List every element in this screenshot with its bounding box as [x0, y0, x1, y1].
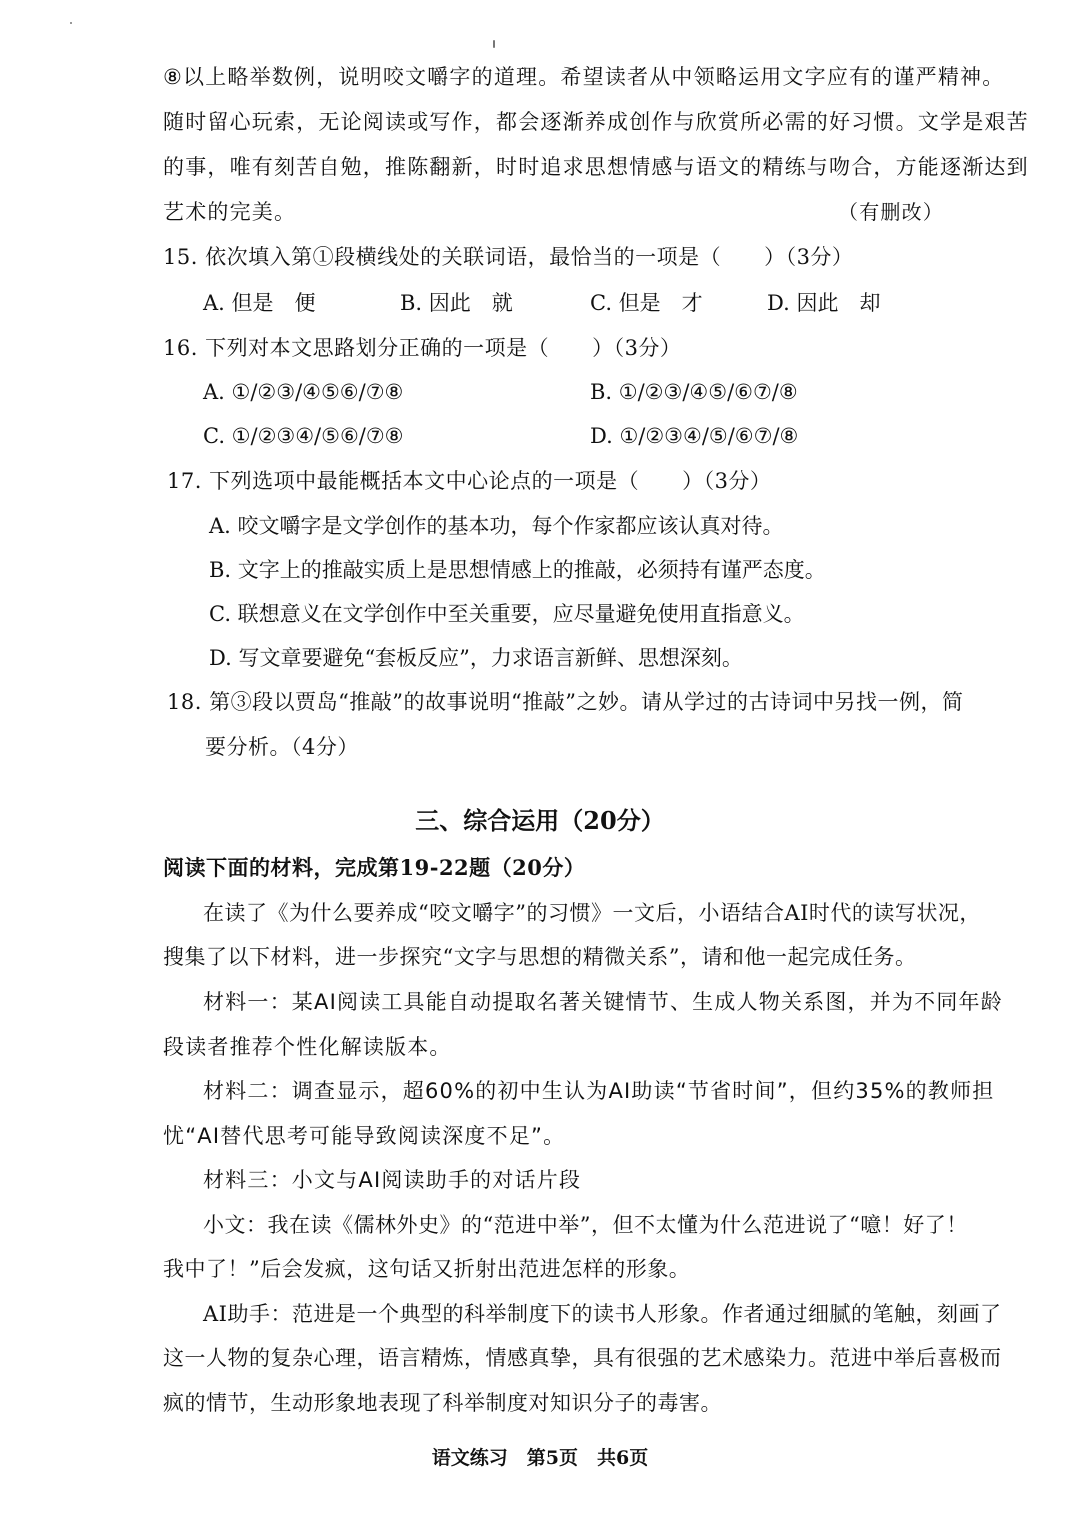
dialogue-ai-line-2: 这一人物的复杂心理，语言精炼，情感真挚，具有很强的艺术感染力。范进中举后喜极而 — [163, 1346, 1002, 1370]
q15-option-c: C. 但是 才 — [590, 291, 703, 315]
q16-option-b: B. ①/②③/④⑤/⑥⑦/⑧ — [590, 380, 798, 404]
question-17-stem: 17. 下列选项中最能概括本文中心论点的一项是（ ）（3分） — [167, 469, 772, 493]
question-18-line-2: 要分析。（4分） — [205, 735, 359, 759]
material-3-title: 材料三：小文与AI阅读助手的对话片段 — [203, 1168, 582, 1192]
section-3-title: 三、综合运用（20分） — [415, 806, 665, 835]
material-1-line-1: 材料一：某AI阅读工具能自动提取名著关键情节、生成人物关系图，并为不同年龄 — [203, 990, 1003, 1014]
source-note: （有删改） — [838, 200, 944, 224]
q15-option-b: B. 因此 就 — [400, 291, 513, 315]
q17-option-c: C. 联想意义在文学创作中至关重要，应尽量避免使用直指意义。 — [209, 602, 805, 626]
q17-option-d: D. 写文章要避免“套板反应”，力求语言新鲜、思想深刻。 — [209, 646, 743, 670]
q16-option-d: D. ①/②③④/⑤/⑥⑦/⑧ — [590, 424, 799, 448]
dialogue-ai-line-3: 疯的情节，生动形象地表现了科举制度对知识分子的毒害。 — [163, 1391, 722, 1415]
intro-line-1: 在读了《为什么要养成“咬文嚼字”的习惯》一文后，小语结合AI时代的读写状况， — [203, 901, 981, 925]
question-16-stem: 16. 下列对本文思路划分正确的一项是（ ）（3分） — [163, 336, 682, 360]
dialogue-ai-line-1: AI助手：范进是一个典型的科举制度下的读书人形象。作者通过细腻的笔触，刻画了 — [203, 1302, 1002, 1326]
scan-speck — [70, 22, 72, 24]
passage-line-2: 随时留心玩索，无论阅读或写作，都会逐渐养成创作与欣赏所必需的好习惯。文学是艰苦 — [163, 110, 1029, 134]
q15-option-d: D. 因此 却 — [767, 291, 881, 315]
material-2-line-2: 忧“AI替代思考可能导致阅读深度不足”。 — [163, 1124, 566, 1148]
question-18-line-1: 18. 第③段以贾岛“推敲”的故事说明“推敲”之妙。请从学过的古诗词中另找一例，简 — [167, 690, 964, 714]
intro-line-2: 搜集了以下材料，进一步探究“文字与思想的精微关系”，请和他一起完成任务。 — [163, 945, 917, 969]
question-15-stem: 15. 依次填入第①段横线处的关联词语，最恰当的一项是（ ）（3分） — [163, 245, 854, 269]
passage-line-1: ⑧以上略举数例，说明咬文嚼字的道理。希望读者从中领略运用文字应有的谨严精神。 — [163, 65, 1005, 89]
q17-option-b: B. 文字上的推敲实质上是思想情感上的推敲，必须持有谨严态度。 — [209, 558, 826, 582]
dialogue-xiaowen-line-1: 小文：我在读《儒林外史》的“范进中举”，但不太懂为什么范进说了“噫！好了！ — [203, 1213, 968, 1237]
q17-option-a: A. 咬文嚼字是文学创作的基本功，每个作家都应该认真对待。 — [209, 514, 784, 538]
material-2-line-1: 材料二：调查显示，超60%的初中生认为AI助读“节省时间”，但约35%的教师担 — [203, 1079, 995, 1103]
dialogue-xiaowen-line-2: 我中了！”后会发疯，这句话又折射出范进怎样的形象。 — [163, 1257, 691, 1281]
passage-line-4: 艺术的完美。 — [163, 200, 297, 224]
q16-option-c: C. ①/②③④/⑤⑥/⑦⑧ — [203, 424, 404, 448]
scan-speck — [493, 40, 495, 48]
section-3-instruction: 阅读下面的材料，完成第19-22题（20分） — [163, 855, 586, 880]
passage-line-3: 的事，唯有刻苦自勉，推陈翻新，时时追求思想情感与语文的精练与吻合，方能逐渐达到 — [163, 155, 1029, 179]
q16-option-a: A. ①/②③/④⑤⑥/⑦⑧ — [203, 380, 404, 404]
q15-option-a: A. 但是 便 — [203, 291, 316, 315]
page-footer: 语文练习 第5页 共6页 — [431, 1447, 649, 1469]
material-1-line-2: 段读者推荐个性化解读版本。 — [163, 1035, 452, 1059]
